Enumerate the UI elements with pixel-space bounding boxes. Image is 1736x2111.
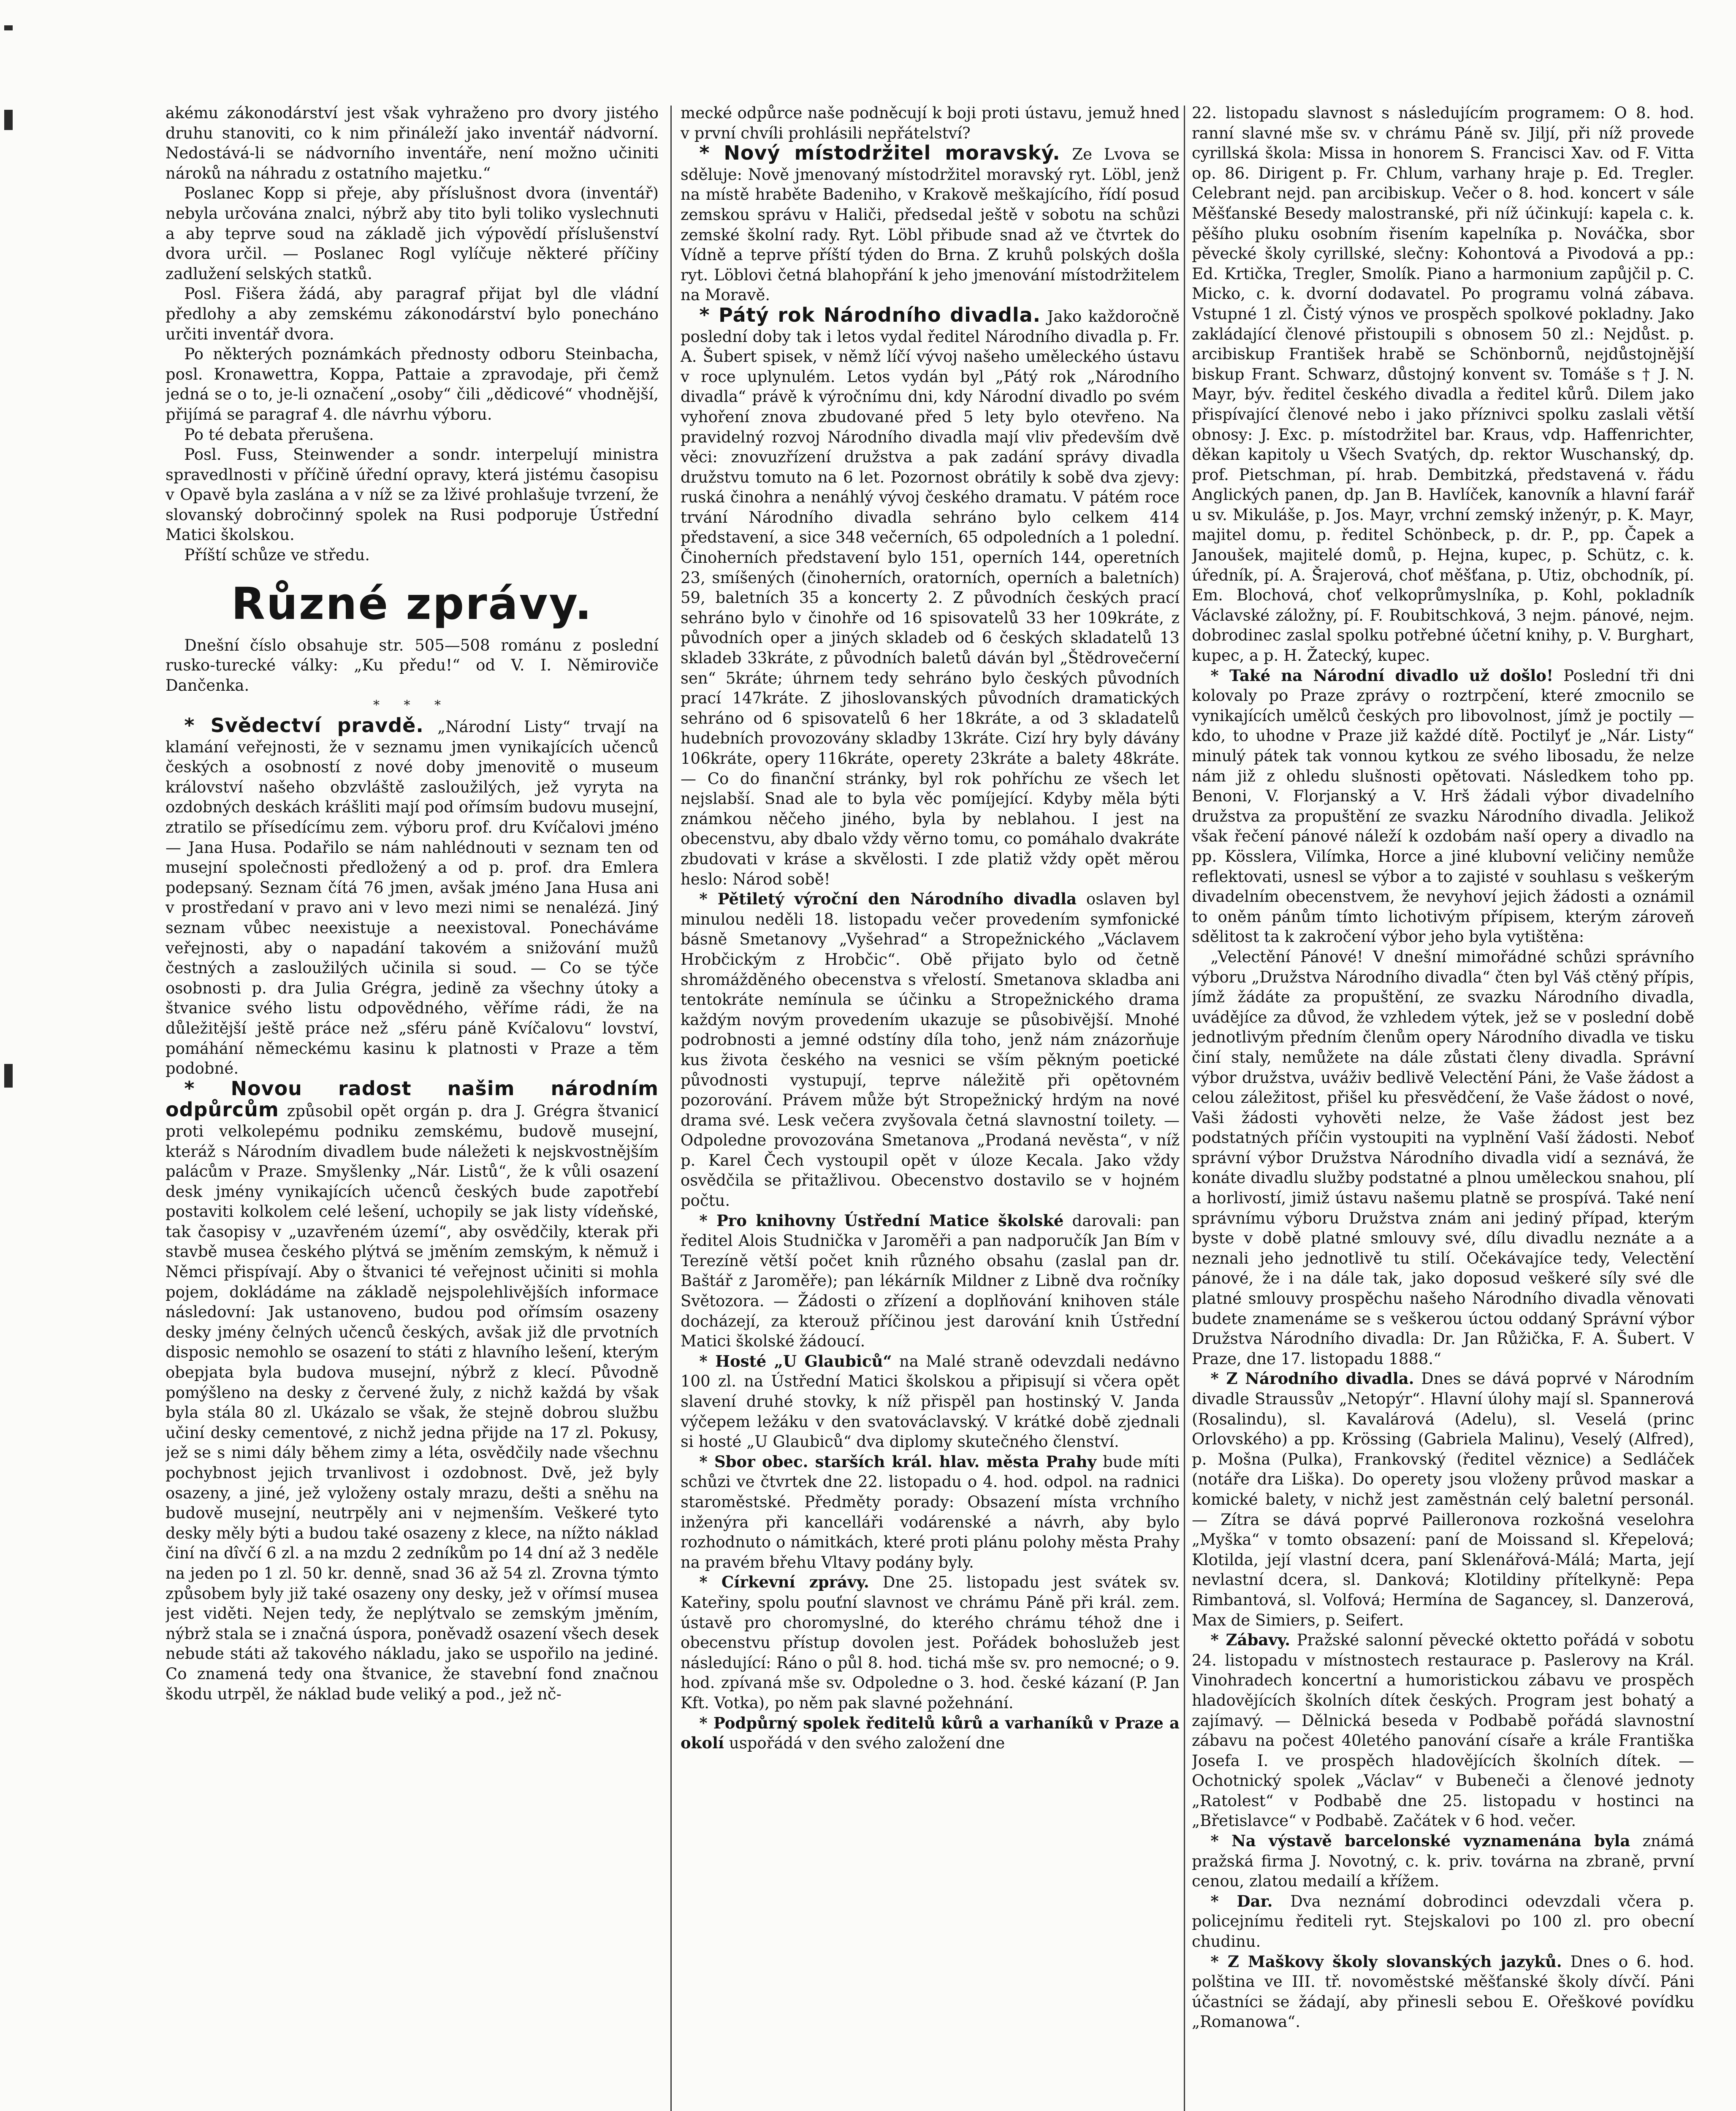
column-left [165, 103, 659, 2111]
binding-edge-mark [4, 1064, 13, 1088]
article [165, 716, 659, 1079]
article-title: * Podpůrný spolek ředitelů kůrů a varhaníků v Praze a okolí [681, 1713, 1180, 1753]
paragraph: Po některých poznámkách přednosty odboru Steinbacha, posl. Kronawettra, Koppa, Pattaie a zpravodaje, při čemž jedná se o to, je-li označení „osoby“ čili „dědicové“ vhodnější, přijímá se paragraf 4. dle návrhu výboru. [165, 345, 659, 423]
article [1192, 1831, 1694, 1891]
article-body: oslaven byl minulou neděli 18. listopadu večer provedením symfonické básně Smetanovy „Vyšehrad“ a Stropežnického „Václavem Hrobčickým z Hrobčic“. Obě přijato bylo od četně shromážděného obecenstva s vřelostí. Smetanova skladba ani tentokráte nemínula se účinku a Stropežnického drama každým novým provedením ukazuje se působivější. Mnohé podrobnosti a jemné odstíny díla toho, jenž nám znázorňuje kus života českého na vesnici se vším pěkným poetické původnosti vystupují, teprve náležitě při opětovném pozorování. Právem může být Stropežnický hrdým na nové drama své. Lesk večera zvyšovala četná slavnostní toilety. — Odpoledne provozována Smetanova „Prodaná nevěsta“, v níž p. Karel Čech vystoupil opět v úloze Kecala. Jako vždy osvědčila se přitažlivou. Obecenstvo dostavilo se v hojném počtu. [681, 890, 1180, 1210]
article [681, 143, 1180, 305]
article-body: Dne 25. listopadu jest svátek sv. Kateřiny, spolu pouťní slavnost ve chrámu Páně při král. zem. ústavě pro choromyslné, do kterého chrámu téhož dne i obecenstvu přístup dovolen jest. Pořádek bohoslužeb jest následující: Ráno o půl 8. hod. tichá mše sv. pro nemocné; o 9. hod. zpívaná mše sv. Odpoledne o 3. hod. české kázaní (P. Jan Kft. Votka), po něm pak slavné požehnání. [681, 1573, 1180, 1712]
article-title: * Pětiletý výroční den Národního divadla [699, 890, 1077, 909]
article [1192, 666, 1694, 947]
paragraph: „Velectění Pánové! V dnešní mimořádné schůzi správního výboru „Družstva Národního divadla“ čten byl Váš ctěný přípis, jímž žádáte za propuštění, ze svazku Národního divadla, uvádějíce za důvod, že vzhledem výtek, jež se v poslední době jednotlivým předním členům opery Národního divadla ve tisku činí staly, nemůžete na dále zůstati členy divadla. Správní výbor družstva, uváživ bedlivě Velectění Páni, že Vaše žádost a celou záležitost, přišel ku přesvědčení, že Vaše žádost o nové, Vaši žádosti vyhověti nelze, že Vaše žádost jest bez podstatných příčin vystoupiti na vyplnění Vaší žádosti. Neboť správní výbor Družstva Národního divadla vidí a seznává, že konáte divadlu služby podstatné a plnou uměleckou snahou, plí a horlivostí, jimiž ústavu našemu platně se prospívá. Také není správnímu výboru Družstva znám ani jediný případ, kterým byste v době platné smlouvy své, dílu divadlu neznáte a a neznali jeho jednotlivě tu stilí. Očekávajíce tedy, Velectění pánové, že i na dále tak, jako doposud veškeré síly své dle platné smlouvy prospěchu našeho Národního divadla věnovati budete znamenáme se s veškerou úctou oddaný Správní výbor Družstva Národního divadla: Dr. Jan Růžička, F. A. Šubert. V Praze, dne 17. listopadu 1888.“ [1192, 947, 1694, 1368]
paragraph: Posl. Fišera žádá, aby paragraf přijat byl dle vládní předlohy a aby zemskému zákonodárství bylo ponecháno určiti inventář dvora. [165, 285, 659, 343]
article [681, 1572, 1180, 1713]
article-body: Jako každoročně poslední doby tak i letos vydal ředitel Národního divadla p. Fr. A. Šubert spisek, v němž líčí vývoj našeho uměleckého ústavu v roce uplynulém. Letos vydán byl „Pátý rok „Národního divadla“ právě k výročnímu dni, kdy Národní divadlo po svém vyhoření znova zbudované před 5 lety bylo otevřeno. Na pravidelný rozvoj Národního divadla mají vliv především dvě věci: znovuzřízení družstva a pak zadání správy divadla družstvu tomuto na 6 let. Pozornost obrátily k sobě dva zjevy: ruská činohra a nenáhlý vývoj českého dramatu. V pátém roce trvání Národního divadla sehráno bylo celkem 414 představení, a sice 348 večerních, 65 odpoledních a 1 polední. Činoherních představení bylo 151, operních 144, operetních 23, smíšených (činoherních, oratorních, operních a baletních) 59, baletních 35 a koncerty 2. Z původních českých prací sehráno bylo v činohře od 16 spisovatelů 33 her 109kráte, z původních oper a jiných skladeb od 6 českých skladatelů 13 skladeb 33kráte, z původních baletů dáván byl „Štědrovečerní sen“ 5kráte; úhrnem tedy sehráno bylo českých původních prací 147kráte. Z jihoslovanských původních dramatických sehráno od 6 spisovatelů 6 her 18kráte, a od 3 skladatelů hudebních provozovány skladby 13kráte. Cizí hry byly dávány 106kráte, opery 116kráte, operety 23kráte a balety 48kráte. — Co do finanční stránky, byl rok pohříchu ze všech let nejslabší. Snad ale to byla věc pomíjející. Kdyby měla býti známkou něčeho jiného, byla by neblahou. I jest na obecenstvu, aby dbalo vždy věrno tomu, co pomáhalo dvakráte zbudovati v kráse a skvělosti. I zde platiž vždy opět měrou heslo: Národ sobě! [681, 307, 1180, 888]
article-title: * Nový místodržitel moravský. [699, 141, 1061, 165]
article-title: * Svědectví pravdě. [184, 714, 424, 737]
article [681, 889, 1180, 1211]
article-title: * Z Maškovy školy slovanských jazyků. [1210, 1952, 1562, 1971]
column-rule [670, 106, 672, 2111]
article-title: * Pátý rok Národního divadla. [699, 303, 1041, 326]
article-body: způsobil opět orgán p. dra J. Grégra štvanicí proti velkolepému podniku zemskému, budově musejní, kteráž s Národním divadlem bude náležeti k nejskvostnějším palácům v Praze. Smyšlenky „Nár. Listů“, že k vůli osazení desk jmény vynikajících učenců českých bude zapotřebí postaviti kolkolem celé lešení, uchopily se jak listy vídeňské, tak časopisy v „uzavřeném území“, aby osvědčily, kterak při stavbě musea českého plýtvá se jměním zemským, k němuž i Němci přispívají. Aby o štvanici té veřejnost učiniti si mohla pojem, dokládáme na základě nejspolehlivějších informace následovní: Jak ustanoveno, budou pod ořímsím osazeny desky jmény čelných učenců českých, avšak již dle prvotních disposic nemohlo se osazení to státi z hlavního lešení, kterým obepjata byla budova musejní, nýbrž z klecí. Původně pomýšleno na desky z červené žuly, z nichž každá by však byla stála 80 zl. Ukázalo se však, že stejně dobrou službu učiní desky cementové, z nichž jedna přijde na 17 zl. Pokusy, jež se s nimi dály během zimy a léta, osvědčily nade všechnu pochybnost jejich trvanlivost i ozdobnost. Dvě, jež byly osazeny, a jiné, jež vyloženy ostaly mrazu, dešti a sněhu na budově musejní, neutrpěly ani v nejmenším. Veškeré tyto desky měly býti a budou také osazeny z klece, na nížto náklad činí na dîvčí 6 zl. a na mzdu 2 zedníkům po 14 dní až 3 neděle na jeden po 1 zl. 50 kr. denně, snad 36 až 54 zl. Zrovna týmto způsobem byly již také osazeny ony desky, jež v ořímsí musea jest viděti. Nejen tedy, že neplýtvalo se zemským jměním, nýbrž stala se i značná úspora, poněvadž osazení všech desek nebude státi až takového nákladu, jako se uspořilo na jediné. Co znamená tedy ona štvanice, že stavební fond značnou škodu utrpěl, že náklad bude veliký a pod., jež nč- [165, 1102, 659, 1703]
article-title: * Zábavy. [1210, 1631, 1290, 1650]
separator: * * * [373, 698, 451, 713]
article-title: * Na výstavě barcelonské vyznamenána byla [1210, 1832, 1630, 1851]
article [681, 1452, 1180, 1573]
article-body: Pražské salonní pěvecké oktetto pořádá v sobotu 24. listopadu v místnostech restaurace p. Paslerovy na Král. Vinohradech koncertní a humoristickou zábavu ve prospěch hladovějících školních dítek českých. Program jest bohatý a zajímavý. — Dělnická beseda v Podbabě pořádá slavnostní zábavu na počest 40letého panování císaře a krále Františka Josefa I. ve prospěch hladovějících školních dítek. — Ochotnický spolek „Václav“ v Bubeneči a členové jednoty „Ratolest“ v Podbabě dne 25. listopadu v hostinci na „Břetislavce“ v Podbabě. Začátek v 6 hod. večer. [1192, 1631, 1694, 1830]
paragraph: Po té debata přerušena. [184, 425, 374, 444]
article-title: * Novou radost našim národním odpůrcům [165, 1077, 659, 1121]
article [681, 1211, 1180, 1351]
article [1192, 1369, 1694, 1630]
column-rule [1184, 106, 1185, 2111]
paragraph: 22. listopadu slavnost s následujícím programem: O 8. hod. ranní slavné mše sv. v chrámu Páně sv. Jiljí, při níž provede cyrillská škola: Missa in honorem S. Francisci Xav. od F. Vitta op. 86. Dirigent p. Fr. Chlum, varhany hraje p. Ed. Tregler. Celebrant nejd. pan arcibiskup. Večer o 8. hod. koncert v sále Měšťanské Besedy malostranské, při níž účinkují: kapela c. k. pěšího pluku osobním řisením kapelníka p. Nováčka, sbor pěvecké školy cyrillské, slečny: Kohontová a Pivodová a pp.: Ed. Krtička, Tregler, Smolík. Piano a harmonium zapůjčil p. C. Micko, c. k. dvorní dodavatel. Po programu volná zábava. Vstupné 1 zl. Čistý výnos ve prospěch spolkové pokladny. Jako zakládající členové přistoupili s obnosem 50 zl.: Nejdůst. p. arcibiskup František hrabě se Schönbornů, nejdůstojnější biskup Frant. Schwarz, důstojný konvent sv. Tomáše s † J. N. Mayr, býv. ředitel českého divadla a ředitel kůrů. Dilem jako přispívající členové nebo i jako příznivci spolku zaslali větší obnosy: J. Exc. p. místodržitel bar. Kraus, vdp. Haffenrichter, děkan kapitoly u Všech Svatých, dp. rektor Wuschanský, dp. prof. Pietschman, pí. hrab. Dembitzká, představená v. řádu Anglických panen, dp. Jan B. Havlíček, kanovník a hlavní farář u sv. Mikuláše, p. Jos. Mayr, vrchní zemský inženýr, p. K. Mayr, majitel domu, p. ředitel Schönbeck, p. dr. P., pp. Čapek a Janoušek, majitelé domů, p. Hejna, kupec, p. Schütz, c. k. úředník, pí. A. Šrajerová, choť měšťana, p. Utiz, obchodník, pí. Em. Blochová, choť velkoprůmyslníka, p. Kohl, pokladník Václavské záložny, pí. F. Roubitschková, 3 nejm. pánové, nejm. dobrodinec zaslal spolku potřebné účetní knihy, p. V. Burghart, kupec, a p. H. Žatecký, kupec. [1192, 104, 1694, 665]
article [1192, 1630, 1694, 1831]
novel-notice: Dnešní číslo obsahuje str. 505—508 románu z poslední rusko-turecké války: „Ku předu!“ od V. I. Němiroviče Dančenka. [165, 636, 659, 695]
article-body: uspořádá v den svého založení dne [729, 1734, 1005, 1753]
article [1192, 1952, 1694, 2032]
paragraph: Posl. Fuss, Steinwender a sondr. interpelují ministra spravedlnosti v příčině úřední opravy, která jistému časopisu v Opavě byla zaslána a v níž se za lživé prohlašuje tvrzení, že slovanský dobročinný spolek na Rusi podporuje Ústřední Matici školskou. [165, 445, 659, 544]
article-body: bude míti schůzi ve čtvrtek dne 22. listopadu o 4. hod. odpol. na radnici staroměstské. Předměty porady: Obsazení místa vrchního inženýra při kancelláři vodárenské a návrh, aby bylo rozhodnuto o námitkách, které proti plánu polohy města Prahy na pravém břehu Vltavy podány byly. [681, 1452, 1180, 1571]
column-middle [681, 103, 1180, 2111]
section-heading: Různé zprávy. [231, 578, 593, 630]
article-title: * Z Národního divadla. [1210, 1369, 1414, 1388]
paragraph: akému zákonodárství jest však vyhraženo pro dvory jistého druhu stanoviti, co k nim přináleží jako inventář nádvorní. Nedostává-li se nádvorního inventáře, není možno učiniti nároků na náhradu z ostatního majetku.“ [165, 104, 659, 182]
article-body: darovali: pan ředitel Alois Studnička v Jaroměři a pan nadporučík Jan Bím v Terezíně větší počet knih různého obsahu (zaslal pan dr. Baštář z Jaroměře); pan lékárník Mildner z Libně dva ročníky Světozora. — Žádosti o zřízení a doplňování knihoven stále docházejí, za kterouž příčinou jest darování knih Ústřední Matici školské žádoucí. [681, 1211, 1180, 1351]
column-right [1192, 103, 1694, 2111]
article-title: * Také na Národní divadlo už došlo! [1210, 666, 1554, 685]
article-body: na Malé straně odevzdali nedávno 100 zl. na Ústřední Matici školskou a připisují si včera opět slavení druhé stovky, k níž přispěl pan hostinský V. Janda výčepem ležáku v den svatováclavský. V krátké době zjednali si hosté „U Glaubiců“ dva diplomy skutečného členství. [681, 1352, 1180, 1451]
article-body: Dnes o 6. hod. polština ve III. tř. novoměstské měšťanské školy dívčí. Páni účastníci se žádají, aby přinesli sebou E. Ořeškové povídku „Romanowa“. [1192, 1952, 1694, 2031]
paragraph: Příští schůze ve středu. [184, 546, 370, 564]
article-body: Ze Lvova se sděluje: Nově jmenovaný místodržitel moravský ryt. Löbl, jenž na místě hraběte Badeniho, v Krakově meškajícího, řídí posud zemskou správu v Haliči, předsedal ještě v sobotu na schůzi zemské školní rady. Ryt. Löbl přibude snad až ve čtvrtek do Vídně a teprve příští týden do Brna. Z kruhů polských došla ryt. Löblovi četná blahopřání k jeho jmenování místodržitelem na Moravě. [681, 145, 1180, 304]
article-body: známá pražská firma J. Novotný, c. k. priv. továrna na zbraně, první cenou, zlatou medailí a křížem. [1192, 1832, 1694, 1891]
article-title: * Hosté „U Glaubiců“ [699, 1351, 892, 1370]
article-title: * Pro knihovny Ústřední Matice školské [699, 1211, 1064, 1230]
paragraph: mecké odpůrce naše podněcují k boji proti ústavu, jemuž hned v první chvíli prohlásili nepřátelství? [681, 104, 1180, 142]
article-title: * Církevní zprávy. [699, 1573, 869, 1592]
article [681, 305, 1180, 889]
article [681, 1351, 1180, 1452]
article-body: Dva neznámí dobrodinci odevzdali včera p. policejnímu řediteli ryt. Stejskalovi po 100 zl. pro obecní chudinu. [1192, 1892, 1694, 1951]
paragraph: Poslanec Kopp si přeje, aby příslušnost dvora (inventář) nebyla určována znalci, nýbrž aby tito byli toliko vyslechnuti a aby teprve soud na základě jich výpovědí příslušenství dvora určil. — Poslanec Rogl vylíčuje některé příčiny zadlužení selských statků. [165, 184, 659, 283]
binding-edge-mark [4, 25, 13, 30]
article [681, 1713, 1180, 1753]
article-body: „Národní Listy“ trvají na klamání veřejnosti, že v seznamu jmen vynikajících učenců českých a osobností z nové doby jmenovitě o museum království našeho obzvláště zasloužilých, jež vyryta na ozdobných deskách krášliti mají pod ořímsím budovu musejní, ztratilo se přísedícímu zem. výboru prof. dru Kvíčalovi jméno — Jana Husa. Podařilo se nám nahlédnouti v seznam ten od musejní společnosti předložený a od p. prof. dra Emlera podepsaný. Seznam čítá 76 jmen, avšak jméno Jana Husa ani v prostředaní v pravo ani v levo mezi nimi se nenalézá. Jiný seznam vůbec neexistuje a neexistoval. Ponecháváme veřejnosti, aby o napadání takovém a snižování mužů čestných a zasloužilých učinila si soud. — Co se týče osobnosti p. dra Julia Grégra, jedině za všechny útoky a štvanice svého listu odpovědného, věříme rádi, že na důležitější ještě práce než „sféru páně Kvíčalovu“ lovství, pomáhání německému kasinu k platnosti v Praze a těm podobné. [165, 718, 659, 1078]
binding-edge-mark [4, 110, 13, 130]
article [165, 1079, 659, 1704]
article-title: * Dar. [1210, 1891, 1273, 1910]
article [1192, 1891, 1694, 1952]
article-body: Dnes se dává poprvé v Národním divadle Straussův „Netopýr“. Hlavní úlohy mají sl. Spannerová (Rosalindu), sl. Kavalárová (Adelu), sl. Veselá (princ Orlovského) a pp. Krössing (Gabriela Malinu), Veselý (Alfred), p. Mošna (Pulka), Frankovský (ředitel věznice) a Sedláček (notáře dra Liška). Do operety jsou vloženy průvod maskar a komické balety, v nichž jest zaměstnán celý baletní personál. — Zítra se dává poprvé Pailleronova rozkošná veselohra „Myška“ v tomto obsazení: paní de Moissand sl. Křepelová; Klotilda, její vlastní dcera, paní Sklenářová-Málá; Marta, její nevlastní dcera, sl. Danková; Klotildiny přítelkyně: Pepa Rimbantová, sl. Volfová; Hermína de Sagancey, sl. Danzerová, Max de Simiers, p. Seifert. [1192, 1370, 1694, 1629]
article-title: * Sbor obec. starších král. hlav. města Prahy [699, 1452, 1097, 1471]
article-body: Poslední tři dni kolovaly po Praze zprávy o roztrpčení, které zmocnilo se vynikajících umělců českých pro libovolnost, jímž je poctily — kdo, to uhodne v Praze již každé dítě. Poctilyť je „Nár. Listy“ minulý pátek tak vonnou kytkou ze svého libosadu, že nelze nám již z ohledu slušnosti opětovati. Následkem toho pp. Benoni, V. Florjanský a V. Hrš žádali výbor divadelního družstva za propuštění ze svazku Národního divadla. Jelikož však řečení pánové náleží k ozdobám naší opery a divadlo na pp. Kösslera, Vilímka, Horce a jiné klubovní veličiny nemůže reflektovati, usnesl se výbor a to zajisté v souhlasu s veškerým divadelním obecenstvem, že nevyhoví jejich žádosti a oznámil to oněm pánům tímto lichotivým přípisem, kterým zároveň sdělitost ta k zakročení výbor jeho byla vytištěna: [1192, 666, 1694, 946]
